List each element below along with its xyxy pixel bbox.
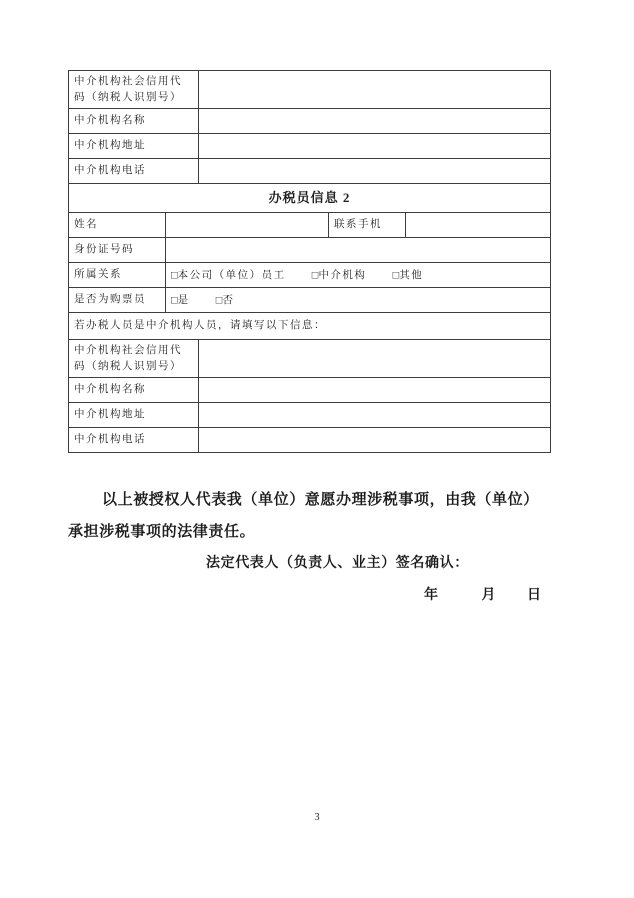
table-row — [69, 263, 551, 288]
table-row — [69, 340, 551, 378]
intermediary-phone-label: 中介机构电话 — [69, 159, 199, 184]
tax-agent-form-table — [68, 70, 551, 453]
relation-label: 所属关系 — [69, 263, 166, 288]
ticket-options-cell — [166, 288, 551, 313]
section-title: 办税员信息 2 — [69, 184, 551, 213]
intermediary2-phone-label: 中介机构电话 — [69, 428, 199, 453]
mobile-input-cell[interactable] — [406, 213, 551, 238]
checkbox-icon[interactable]: □ — [311, 269, 319, 282]
id-number-input-cell[interactable] — [166, 238, 551, 263]
date-day-label: 日 — [527, 588, 541, 603]
table-row — [69, 313, 551, 340]
ticket-purchaser-label: 是否为购票员 — [69, 288, 166, 313]
checkbox-icon[interactable]: □ — [171, 294, 178, 307]
relation-options-cell — [166, 263, 551, 288]
intermediary-credit-code-label: 中介机构社会信用代码（纳税人识别号） — [69, 71, 199, 109]
name-input-cell[interactable] — [166, 213, 329, 238]
mobile-label: 联系手机 — [329, 213, 406, 238]
checkbox-icon[interactable]: □ — [392, 269, 400, 282]
ticket-option-no[interactable] — [216, 295, 235, 306]
relation-option-company[interactable] — [171, 270, 286, 281]
relation-option-other[interactable] — [393, 270, 424, 281]
table-row — [69, 109, 551, 134]
ticket-option-label: 是 — [177, 294, 190, 306]
intermediary-credit-code-input-cell[interactable] — [199, 71, 551, 109]
intermediary-note: 若办税人员是中介机构人员，请填写以下信息： — [69, 313, 551, 340]
checkbox-icon[interactable]: □ — [215, 294, 223, 307]
table-row — [69, 378, 551, 403]
declaration-text: 以上被授权人代表我（单位）意愿办理涉税事项，由我（单位）承担涉税事项的法律责任。 — [68, 492, 539, 540]
relation-option-label: 中介机构 — [318, 269, 367, 281]
table-row — [69, 238, 551, 263]
table-row — [69, 213, 551, 238]
intermediary-address-input-cell[interactable] — [199, 134, 551, 159]
checkbox-icon[interactable]: □ — [171, 269, 178, 282]
table-row — [69, 288, 551, 313]
intermediary2-name-label: 中介机构名称 — [69, 378, 199, 403]
intermediary2-address-input-cell[interactable] — [199, 403, 551, 428]
ticket-option-label: 否 — [222, 294, 235, 306]
table-row — [69, 403, 551, 428]
intermediary-phone-input-cell[interactable] — [199, 159, 551, 184]
intermediary-name-input-cell[interactable] — [199, 109, 551, 134]
date-month-label: 月 — [481, 588, 496, 603]
date-year-label: 年 — [424, 588, 438, 603]
relation-option-label: 本公司（单位）员工 — [177, 269, 286, 281]
relation-option-label: 其他 — [399, 269, 424, 281]
signature-date-line — [68, 580, 549, 612]
intermediary2-phone-input-cell[interactable] — [199, 428, 551, 453]
intermediary-name-label: 中介机构名称 — [69, 109, 199, 134]
table-row — [69, 428, 551, 453]
declaration-block — [68, 484, 549, 612]
name-label: 姓名 — [69, 213, 166, 238]
intermediary2-address-label: 中介机构地址 — [69, 403, 199, 428]
table-row — [69, 159, 551, 184]
relation-option-intermediary[interactable] — [312, 270, 367, 281]
table-row — [69, 134, 551, 159]
signature-confirm-label: 法定代表人（负责人、业主）签名确认： — [206, 556, 469, 571]
ticket-option-yes[interactable] — [171, 295, 190, 306]
intermediary2-name-input-cell[interactable] — [199, 378, 551, 403]
table-row — [69, 184, 551, 213]
intermediary-address-label: 中介机构地址 — [69, 134, 199, 159]
id-number-label: 身份证号码 — [69, 238, 166, 263]
intermediary2-credit-code-input-cell[interactable] — [199, 340, 551, 378]
page-number: 3 — [314, 812, 320, 823]
intermediary2-credit-code-label: 中介机构社会信用代码（纳税人识别号） — [69, 340, 199, 378]
table-row — [69, 71, 551, 109]
